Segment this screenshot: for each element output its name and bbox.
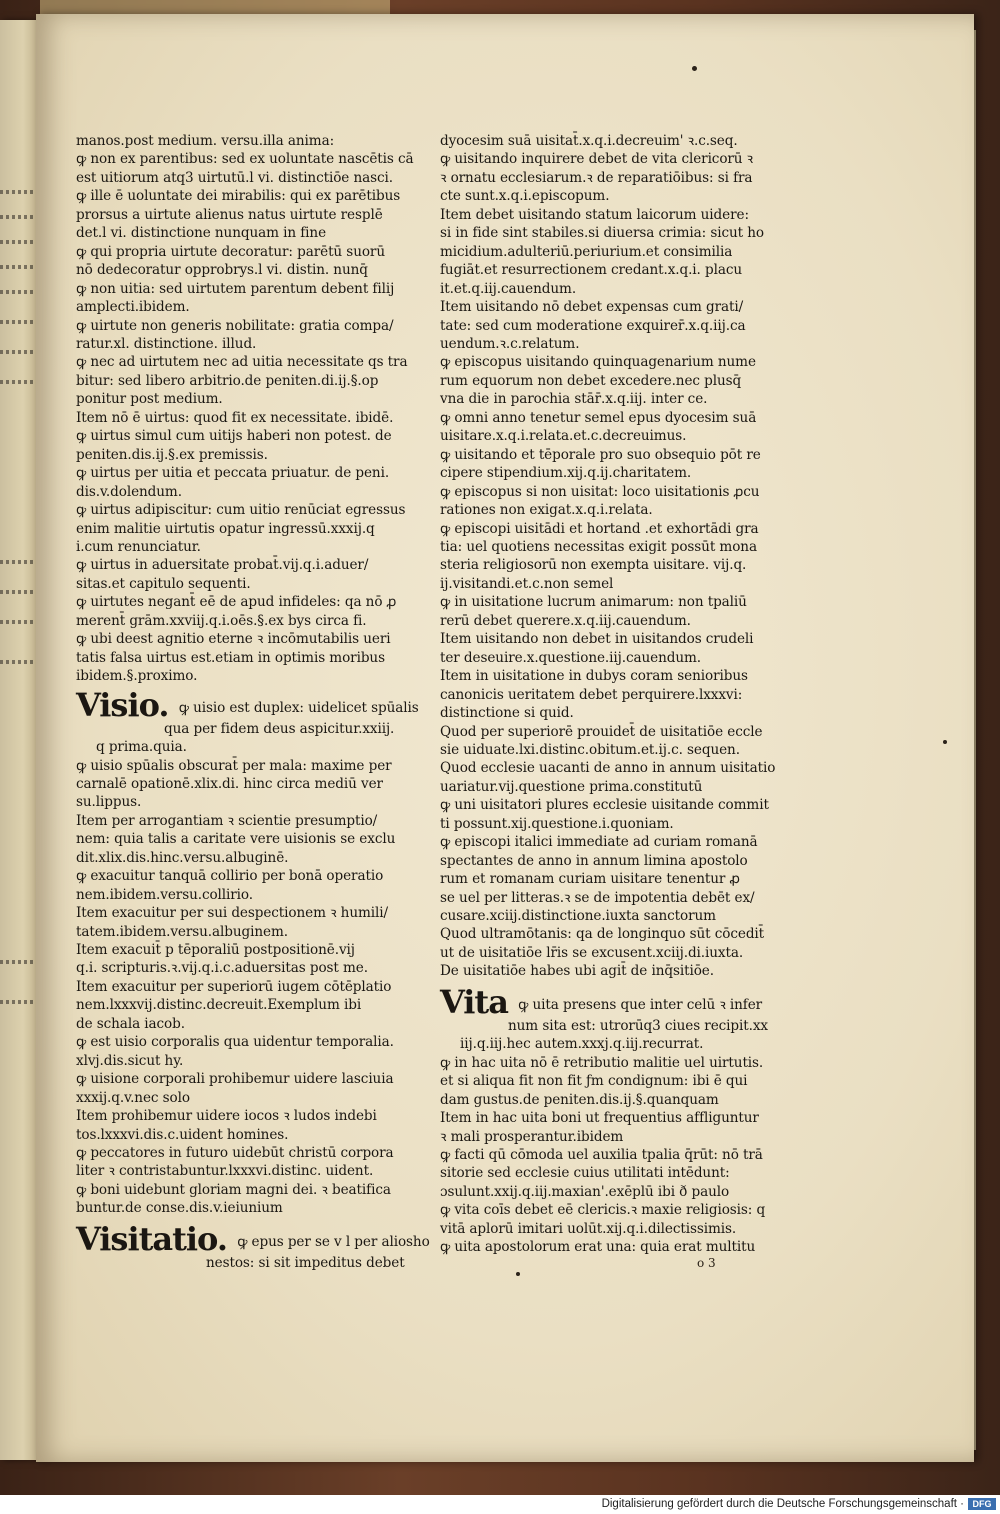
text-line: ꝙ uisitando inquirere debet de vita clericorū ꝛ [440,151,754,168]
text-line: tate: sed cum moderatione exquirer̄.x.q.iij.ca [440,317,746,334]
text-line: vna die in parochia stār̄.x.q.iij. inter ce. [440,391,708,408]
text-line: de schala iacob. [76,1015,185,1032]
text-line: buntur.de conse.dis.v.ieiunium [76,1200,283,1217]
visitatio-entry [76,1218,436,1272]
text-line: manos.post medium. versu.illa anima: [76,133,335,149]
text-line: ꝙ uirtutes negant̄ eē de apud infideles: qa nō ꝓ [76,594,397,611]
visio-entry [76,686,436,757]
text-line: steria religiosorū non exempta uisitare. vij.q. [440,557,747,574]
text-line: est uitiorum atq3 uirtutū.l vi. distinctiōe nasci. [76,169,393,186]
text-line: ꝙ episcopi uisitādi et hortand .et exhortādi gra [440,520,759,537]
dfg-logo: DFG [968,1498,996,1510]
visio-heading: Visio. [76,685,169,724]
ink-dot [943,740,947,744]
text-line: ti possunt.xij.questione.i.quoniam. [440,815,674,832]
text-line: ꝙ ille ē uoluntate dei mirabilis: qui ex parētibus [76,188,401,205]
text-line: det.l vi. distinctione nunquam in fine [76,225,327,242]
visitatio-line-2: nestos: si sit impeditus debet [206,1254,405,1271]
text-line: dit.xlix.dis.hinc.versu.albuginē. [76,849,289,866]
visio-line-1: ꝙ uisio est duplex: uidelicet spūalis [178,699,419,716]
text-line: ter deseuire.x.questione.iij.cauendum. [440,649,702,666]
text-line: tia: uel quotiens necessitas exigit possūt mona [440,538,757,555]
text-line: ut de uisitatiōe lr̄is se excusent.xciij.di.iuxta. [440,944,744,961]
text-line: ꝙ uita apostolorum erat una: quia erat multitu [440,1239,756,1256]
vita-entry [440,981,790,1054]
text-line: ꝙ episcopi italici immediate ad curiam romanā [440,834,758,851]
text-line: ɔsulunt.xxij.q.iij.maxian'.exēplū ibi ð paulo [440,1183,730,1200]
text-line: tos.lxxxvi.dis.c.uident homines. [76,1126,289,1143]
text-line: nō dedecoratur opprobrys.l vi. distin. nunq̄ [76,262,368,279]
text-line: Item in uisitatione in dubys coram senioribus [440,668,748,685]
text-line: ꝙ non ex parentibus: sed ex uoluntate nascētis cā [76,151,414,168]
text-line: ij.visitandi.et.c.non semel [440,575,614,592]
vita-line-2: num sita est: utrorūq3 ciues recipit.xx [508,1017,768,1034]
text-line: Item exacuitur per sui despectionem ꝛ humili/ [76,905,388,922]
text-line: Item uisitando non debet in uisitandos crudeli [440,631,754,648]
text-line: ꝙ peccatores in futuro uidebūt christū corpora [76,1145,394,1162]
ink-dot [516,1272,520,1276]
text-line: uariatur.vij.questione prima.constitutū [440,778,703,795]
text-line: ꝙ uirtus in aduersitate probat̄.vij.q.i.aduer/ [76,557,369,574]
text-line: ꝙ in uisitatione lucrum animarum: non tpaliū [440,594,747,611]
text-line: ꝙ uirtus simul cum uitijs haberi non potest. de [76,428,392,445]
text-line: Item per arrogantiam ꝛ scientie presumptio/ [76,812,378,829]
text-line: ponitur post medium. [76,391,223,408]
text-line: ꝙ non uitia: sed uirtutem parentum debent filij [76,280,395,297]
text-line: ꝙ in hac uita nō ē retributio malitie uel uirtutis. [440,1054,764,1071]
visitatio-line-1: ꝙ epus per se v l per aliosho [237,1233,430,1250]
text-line: si in fide sint stabiles.si diuersa crimia: sicut ho [440,225,764,242]
text-line: xxxij.q.v.nec solo [76,1089,190,1106]
text-line: ꝙ uisione corporali prohibemur uidere lasciuia [76,1071,394,1088]
text-line: dis.v.dolendum. [76,483,182,500]
text-line: ꝙ uirtute non generis nobilitate: gratia compa/ [76,317,394,334]
text-line: su.lippus. [76,794,142,811]
text-line: nem.ibidem.versu.collirio. [76,886,253,903]
right-column [440,132,790,1257]
vita-heading: Vita [440,982,508,1021]
footer-bar [0,1495,1000,1514]
text-line: ꝙ boni uidebunt gloriam magni dei. ꝛ beatifica [76,1181,391,1198]
text-line: Item prohibemur uidere iocos ꝛ ludos indebi [76,1108,377,1125]
text-line: ꝙ episcopus uisitando quinquagenarium nume [440,354,756,371]
text-line: Item exacuitur per superiorū iugem cōtēplatio [76,978,392,995]
text-line: liter ꝛ contristabuntur.lxxxvi.distinc. uident. [76,1163,374,1180]
text-line: canonicis ueritatem debet perquirere.lxxxvi: [440,686,743,703]
text-line: sitorie sed ecclesie cuius utilitati intēdunt: [440,1165,730,1182]
text-line: Quod ultramōtanis: qa de longinquo sūt cōcedit̄ [440,926,765,943]
text-line: ꝙ uisio spūalis obscurat̄ per mala: maxime per [76,757,392,774]
text-line: cipere stipendium.xij.q.ij.charitatem. [440,465,692,482]
text-line: uendum.ꝛ.c.relatum. [440,335,580,352]
text-line: peniten.dis.ij.§.ex premissis. [76,446,268,463]
text-line: it.et.q.iij.cauendum. [440,280,577,297]
text-line: ꝙ vita coīs debet eē clericis.ꝛ maxie religiosis: q [440,1202,766,1219]
text-line: bitur: sed libero arbitrio.de peniten.di.ij.§.op [76,372,379,389]
text-line: sitas.et capitulo sequenti. [76,575,251,592]
text-line: vitā aplorū imitari uolūt.xij.q.i.dilectissimis. [440,1220,737,1237]
text-line: ꝛ mali prosperantur.ibidem [440,1128,624,1145]
text-line: ꝙ facti qū cōmoda uel auxilia tpalia q̄rūt: nō trā [440,1147,763,1164]
signature-mark: o 3 [697,1256,716,1270]
text-line: ꝙ episcopus si non uisitat: loco uisitationis ꝓcu [440,483,760,500]
text-line: cusare.xciij.distinctione.iuxta sanctorum [440,908,716,925]
text-line: Item uisitando nō debet expensas cum grati/ [440,299,744,316]
funding-notice: Digitalisierung gefördert durch die Deutsche Forschungsgemeinschaft · [601,1498,964,1510]
text-line: ibidem.§.proximo. [76,668,198,685]
text-line: Item in hac uita boni ut frequentius affliguntur [440,1110,759,1127]
text-line: micidium.adulteriū.periurium.et consimilia [440,243,733,260]
text-line: Quod per superiorē prouidet̄ de uisitatiōe eccle [440,723,763,740]
text-line: tatem.ibidem.versu.albuginem. [76,923,288,940]
text-line: dyocesim suā uisitat̄.x.q.i.decreuim' ꝛ.c.seq. [440,133,738,149]
text-line: carnalē opationē.xlix.di. hinc circa mediū ver [76,775,383,792]
text-line: ꝙ nec ad uirtutem nec ad uitia necessitate qs tra [76,354,408,371]
text-line: cte sunt.x.q.i.episcopum. [440,188,610,205]
text-line: dam gustus.de peniten.dis.ij.§.quanquam [440,1091,719,1108]
text-line: ꝙ uisitando et tēporale pro suo obsequio pōt re [440,446,761,463]
ink-dot [692,66,697,71]
text-line: ꝙ uni uisitatori plures ecclesie uisitande commit [440,797,769,814]
text-line: ꝙ uirtus adipiscitur: cum uitio renūciat egressus [76,502,406,519]
text-line: rationes non exigat.x.q.i.relata. [440,502,653,519]
text-line: rerū debet querere.x.q.iij.cauendum. [440,612,691,629]
text-line: se uel per litteras.ꝛ se de impotentia debēt ex/ [440,889,755,906]
text-line: amplecti.ibidem. [76,299,190,316]
text-line: Item exacuit̄ p tēporaliū postpositionē.vij [76,942,355,959]
vita-line-1: ꝙ uita presens que inter celū ꝛ infer [518,996,763,1013]
text-line: fugiāt.et resurrectionem credant.x.q.i. placu [440,262,743,279]
text-line: sie uiduate.lxi.distinc.obitum.et.ij.c. sequen. [440,741,740,758]
text-line: enim malitie uirtutis opatur ingressū.xxxij.q [76,520,375,537]
text-line: ꝙ exacuitur tanquā collirio per bonā operatio [76,868,384,885]
text-line: ꝙ est uisio corporalis qua uidentur temporalia. [76,1034,394,1051]
text-line: uisitare.x.q.i.relata.et.c.decreuimus. [440,428,687,445]
text-line: ratur.xl. distinctione. illud. [76,335,257,352]
binding-tab [40,0,390,14]
text-line: prorsus a uirtute alienus natus uirtute resplē [76,206,383,223]
text-line: xlvj.dis.sicut hy. [76,1052,184,1069]
text-line: tatis falsa uirtus est.etiam in optimis moribus [76,649,385,666]
vita-line-3: iij.q.iij.hec autem.xxxj.q.iij.recurrat. [460,1036,704,1053]
text-line: nem.lxxxvij.distinc.decreuit.Exemplum ibi [76,997,362,1014]
text-line: spectantes de anno in annum limina apostolo [440,852,748,869]
text-line: et si aliqua fit non fit ƒm condignum: ibi ē qui [440,1073,748,1090]
left-column [76,132,436,1272]
text-line: i.cum renunciatur. [76,538,201,555]
text-line: merent̄ grām.xxviij.q.i.oēs.§.ex bys circa fi. [76,612,367,629]
text-line: Item nō ē uirtus: quod fit ex necessitate. ibidē. [76,409,394,426]
text-line: ꝙ qui propria uirtute decoratur: parētū suorū [76,243,385,260]
text-line: ꝙ omni anno tenetur semel epus dyocesim suā [440,409,757,426]
visio-line-3: q prima.quia. [96,739,187,756]
text-line: rum et romanam curiam uisitare tenentur ꝓ [440,871,740,888]
text-line: Quod ecclesie uacanti de anno in annum uisitatio [440,760,776,777]
text-line: ꝙ ubi deest agnitio eterne ꝛ incōmutabilis ueri [76,631,391,648]
text-line: ꝙ uirtus per uitia et peccata priuatur. de peni. [76,465,390,482]
visitatio-heading: Visitatio. [76,1219,227,1258]
text-line: ꝛ ornatu ecclesiarum.ꝛ de reparatiōibus: si fra [440,169,753,186]
text-line: q.i. scripturis.ꝛ.vij.q.i.c.aduersitas post me. [76,960,368,977]
text-line: nem: quia talis a caritate vere uisionis se exclu [76,831,396,848]
visio-line-2: qua per fidem deus aspicitur.xxiij. [164,720,395,737]
text-line: Item debet uisitando statum laicorum uidere: [440,206,749,223]
text-line: distinctione si quid. [440,705,574,722]
text-line: rum equorum non debet excedere.nec plusq̄ [440,372,742,389]
text-line: De uisitatiōe habes ubi agit̄ de inq̄sitiōe. [440,963,714,980]
